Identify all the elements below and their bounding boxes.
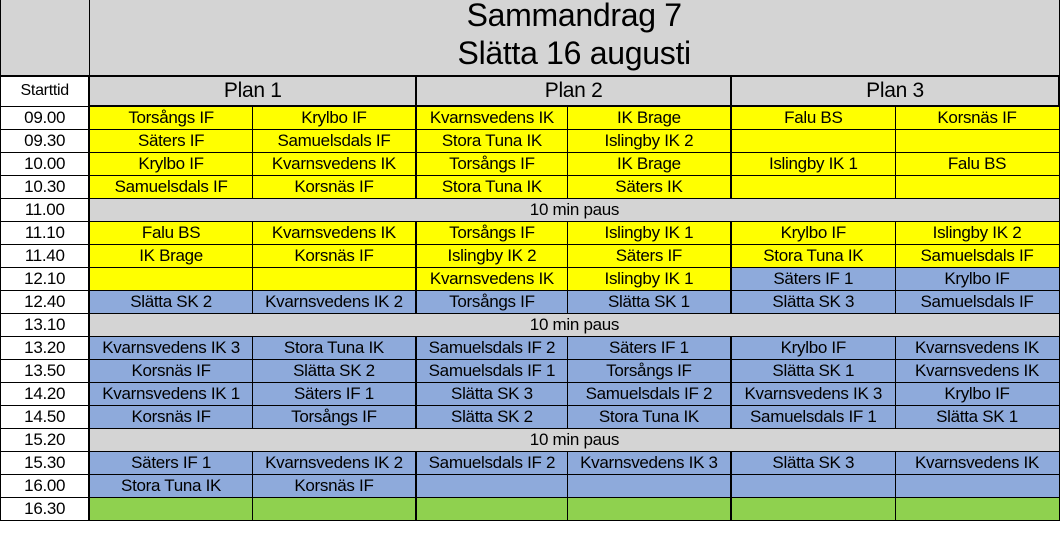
plan-1-header: Plan 1	[89, 76, 416, 106]
title-line-1: Sammandrag 7	[466, 0, 682, 33]
team-cell: Krylbo IF	[731, 337, 895, 360]
team-cell	[416, 475, 567, 498]
start-time: 12.40	[1, 291, 90, 314]
team-cell: Samuelsdals IF 2	[416, 452, 567, 475]
schedule-row	[1, 268, 1060, 291]
start-time: 14.50	[1, 406, 90, 429]
team-cell	[252, 268, 416, 291]
schedule-row	[1, 199, 1060, 222]
team-cell: Samuelsdals IF	[89, 176, 252, 199]
team-cell: Falu BS	[731, 106, 895, 130]
team-cell: Slätta SK 3	[731, 291, 895, 314]
team-cell: Torsångs IF	[252, 406, 416, 429]
team-cell	[895, 176, 1059, 199]
start-time: 16.00	[1, 475, 90, 498]
team-cell	[416, 498, 567, 521]
schedule-row	[1, 360, 1060, 383]
team-cell: Kvarnsvedens IK	[895, 337, 1059, 360]
team-cell: Samuelsdals IF	[252, 130, 416, 153]
start-time: 11.00	[1, 199, 90, 222]
schedule-row	[1, 314, 1060, 337]
start-time: 13.20	[1, 337, 90, 360]
team-cell: Kvarnsvedens IK	[252, 153, 416, 176]
start-time: 16.30	[1, 498, 90, 521]
team-cell	[731, 176, 895, 199]
team-cell: Samuelsdals IF	[895, 245, 1059, 268]
team-cell: Korsnäs IF	[89, 360, 252, 383]
team-cell: Krylbo IF	[895, 268, 1059, 291]
schedule-row	[1, 498, 1060, 521]
team-cell: Islingby IK 2	[567, 130, 731, 153]
team-cell: Samuelsdals IF 1	[731, 406, 895, 429]
team-cell: Torsångs IF	[89, 106, 252, 130]
team-cell: Kvarnsvedens IK	[252, 222, 416, 245]
start-time: 13.10	[1, 314, 90, 337]
team-cell: Stora Tuna IK	[89, 475, 252, 498]
team-cell: Krylbo IF	[895, 383, 1059, 406]
team-cell: Kvarnsvedens IK	[416, 106, 567, 130]
schedule-row	[1, 406, 1060, 429]
team-cell: Islingby IK 1	[731, 153, 895, 176]
start-time: 09.00	[1, 106, 90, 130]
start-time: 11.40	[1, 245, 90, 268]
team-cell: Samuelsdals IF 2	[567, 383, 731, 406]
team-cell: Slätta SK 1	[895, 406, 1059, 429]
start-time: 15.20	[1, 429, 90, 452]
team-cell: Kvarnsvedens IK 1	[89, 383, 252, 406]
team-cell: Slätta SK 3	[416, 383, 567, 406]
team-cell: Korsnäs IF	[895, 106, 1059, 130]
team-cell: Islingby IK 1	[567, 222, 731, 245]
team-cell: Stora Tuna IK	[416, 130, 567, 153]
team-cell: Säters IK	[567, 176, 731, 199]
team-cell: Säters IF 1	[252, 383, 416, 406]
team-cell: Kvarnsvedens IK	[416, 268, 567, 291]
team-cell: Kvarnsvedens IK 3	[731, 383, 895, 406]
team-cell: IK Brage	[567, 106, 731, 130]
team-cell: Stora Tuna IK	[252, 337, 416, 360]
corner-cell	[1, 0, 90, 76]
team-cell: Torsångs IF	[416, 291, 567, 314]
schedule-row	[1, 153, 1060, 176]
team-cell: Kvarnsvedens IK	[895, 360, 1059, 383]
team-cell: Stora Tuna IK	[416, 176, 567, 199]
plan-2-header: Plan 2	[416, 76, 731, 106]
team-cell: Falu BS	[895, 153, 1059, 176]
team-cell: Säters IF 1	[567, 337, 731, 360]
plan-3-header: Plan 3	[731, 76, 1059, 106]
team-cell: Slätta SK 2	[252, 360, 416, 383]
pause-cell: 10 min paus	[89, 429, 1059, 452]
team-cell	[89, 268, 252, 291]
start-time: 13.50	[1, 360, 90, 383]
team-cell: Kvarnsvedens IK 3	[89, 337, 252, 360]
team-cell: Samuelsdals IF	[895, 291, 1059, 314]
start-time: 10.30	[1, 176, 90, 199]
team-cell	[895, 130, 1059, 153]
schedule-row	[1, 291, 1060, 314]
title-line-2: Slätta 16 augusti	[457, 35, 691, 71]
start-time: 15.30	[1, 452, 90, 475]
team-cell: Säters IF 1	[731, 268, 895, 291]
team-cell: Korsnäs IF	[252, 176, 416, 199]
team-cell: Säters IF 1	[89, 452, 252, 475]
team-cell: Kvarnsvedens IK 2	[252, 291, 416, 314]
page-title	[89, 0, 1059, 76]
start-time: 09.30	[1, 130, 90, 153]
team-cell: Säters IF	[89, 130, 252, 153]
team-cell: Falu BS	[89, 222, 252, 245]
header-row	[1, 76, 1060, 106]
title-row	[1, 0, 1060, 76]
start-time: 11.10	[1, 222, 90, 245]
schedule-row	[1, 106, 1060, 130]
team-cell: Torsångs IF	[567, 360, 731, 383]
schedule-row	[1, 452, 1060, 475]
schedule-row	[1, 176, 1060, 199]
team-cell: Korsnäs IF	[252, 475, 416, 498]
team-cell: Kvarnsvedens IK 3	[567, 452, 731, 475]
team-cell: Slätta SK 1	[567, 291, 731, 314]
pause-cell: 10 min paus	[89, 199, 1059, 222]
team-cell: IK Brage	[567, 153, 731, 176]
schedule-row	[1, 130, 1060, 153]
team-cell: Korsnäs IF	[89, 406, 252, 429]
team-cell	[567, 475, 731, 498]
team-cell: Kvarnsvedens IK 2	[252, 452, 416, 475]
team-cell: Slätta SK 2	[416, 406, 567, 429]
schedule-row	[1, 429, 1060, 452]
team-cell	[731, 475, 895, 498]
schedule-row	[1, 222, 1060, 245]
team-cell: Krylbo IF	[252, 106, 416, 130]
team-cell	[567, 498, 731, 521]
team-cell: Islingby IK 1	[567, 268, 731, 291]
team-cell: Torsångs IF	[416, 153, 567, 176]
team-cell: Samuelsdals IF 1	[416, 360, 567, 383]
team-cell: Samuelsdals IF 2	[416, 337, 567, 360]
team-cell: Stora Tuna IK	[731, 245, 895, 268]
team-cell: Islingby IK 2	[895, 222, 1059, 245]
start-time: 10.00	[1, 153, 90, 176]
team-cell: Krylbo IF	[731, 222, 895, 245]
team-cell: Korsnäs IF	[252, 245, 416, 268]
team-cell: Stora Tuna IK	[567, 406, 731, 429]
team-cell: Islingby IK 2	[416, 245, 567, 268]
team-cell: IK Brage	[89, 245, 252, 268]
team-cell: Slätta SK 3	[731, 452, 895, 475]
schedule-row	[1, 383, 1060, 406]
schedule-row	[1, 475, 1060, 498]
team-cell	[252, 498, 416, 521]
start-time: 12.10	[1, 268, 90, 291]
team-cell	[895, 498, 1059, 521]
team-cell	[731, 130, 895, 153]
pause-cell: 10 min paus	[89, 314, 1059, 337]
team-cell: Kvarnsvedens IK	[895, 452, 1059, 475]
team-cell	[731, 498, 895, 521]
team-cell: Säters IF	[567, 245, 731, 268]
schedule-row	[1, 337, 1060, 360]
team-cell: Torsångs IF	[416, 222, 567, 245]
team-cell: Slätta SK 2	[89, 291, 252, 314]
start-time: 14.20	[1, 383, 90, 406]
team-cell: Slätta SK 1	[731, 360, 895, 383]
team-cell	[89, 498, 252, 521]
starttid-header: Starttid	[1, 76, 90, 106]
schedule-row	[1, 245, 1060, 268]
team-cell	[895, 475, 1059, 498]
team-cell: Krylbo IF	[89, 153, 252, 176]
